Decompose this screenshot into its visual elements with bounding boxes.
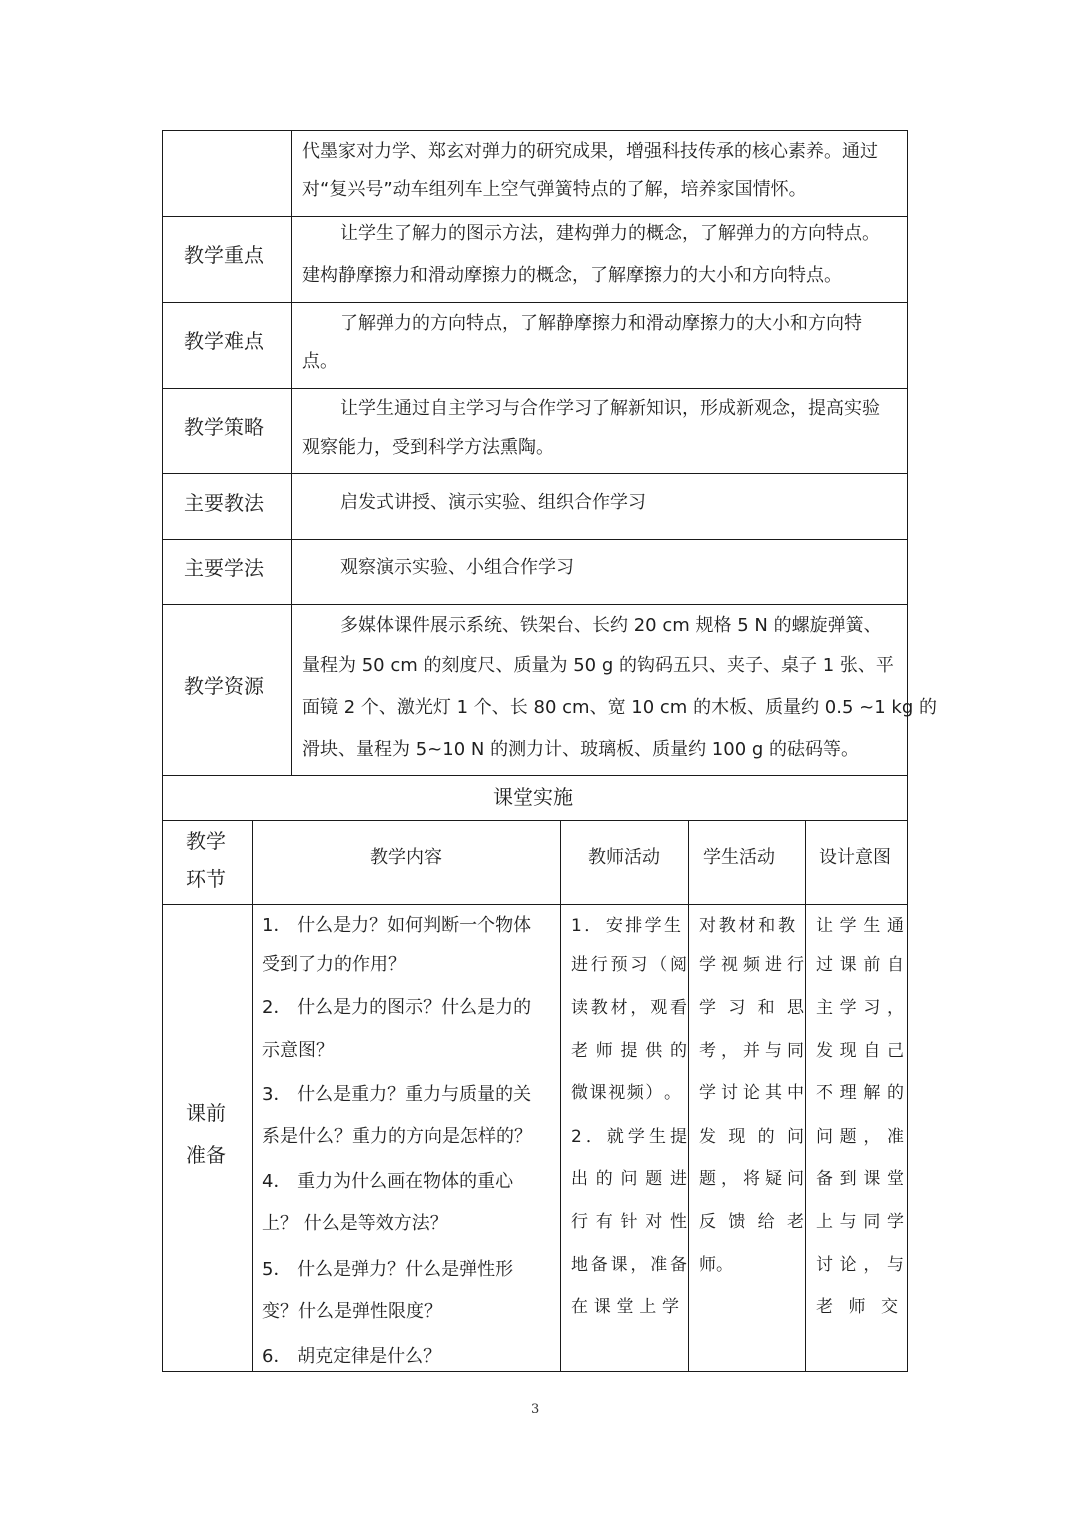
- teacher-activity-line: 1 ． 安 排 学 生: [571, 916, 681, 936]
- content-line: 1． 什么是力？如何判断一个物体: [262, 915, 532, 936]
- resources-text-line: 多媒体课件展示系统、铁架台、长约 20 cm 规格 5 N 的螺旋弹簧、: [340, 615, 882, 636]
- objective-text-line: 代墨家对力学、郑玄对弹力的研究成果，增强科技传承的核心素养。通过: [302, 141, 878, 162]
- label-teaching-methods: 主要教法: [184, 491, 264, 515]
- label-resources: 教学资源: [184, 674, 264, 698]
- key-points-text-line: 建构静摩擦力和滑动摩擦力的概念，了解摩擦力的大小和方向特点。: [302, 265, 842, 286]
- strategy-text-line: 观察能力，受到科学方法熏陶。: [302, 437, 554, 458]
- content-line: 5． 什么是弹力？什么是弹性形: [262, 1259, 514, 1280]
- objective-text-line: 对“复兴号”动车组列车上空气弹簧特点的了解，培养家国情怀。: [302, 179, 807, 200]
- header-design-intent: 设计意图: [819, 847, 891, 868]
- table-border-right: [907, 130, 908, 1372]
- table-border-bottom: [162, 1371, 908, 1372]
- teacher-activity-line: 读 教 材 ， 观 看: [571, 998, 687, 1018]
- student-activity-line: 发 现 的 问: [699, 1127, 804, 1147]
- column-divider: [805, 820, 806, 1372]
- teacher-activity-line: 微 课 视 频 ） 。: [571, 1083, 681, 1103]
- teacher-activity-line: 老 师 提 供 的: [571, 1041, 687, 1061]
- key-points-text-line: 让学生了解力的图示方法，建构弹力的概念，了解弹力的方向特点。: [340, 223, 880, 244]
- resources-text-line: 量程为 50 cm 的刻度尺、质量为 50 g 的钩码五只、夹子、桌子 1 张、平: [302, 655, 894, 676]
- design-intent-line: 发 现 自 己: [816, 1041, 904, 1061]
- design-intent-line: 过 课 前 自: [816, 955, 904, 975]
- design-intent-line: 让 学 生 通: [816, 916, 904, 936]
- student-activity-line: 学 讨 论 其 中: [699, 1083, 804, 1103]
- header-student-activity: 学生活动: [703, 847, 775, 868]
- design-intent-line: 备 到 课 堂: [816, 1169, 904, 1189]
- section-title: 课堂实施: [493, 785, 573, 809]
- row-divider: [162, 820, 908, 821]
- stage-label-line2: 准备: [186, 1143, 226, 1167]
- learning-methods-text: 观察演示实验、小组合作学习: [340, 557, 574, 578]
- student-activity-line: 考 ， 并 与 同: [699, 1041, 804, 1061]
- content-line: 2． 什么是力的图示？什么是力的: [262, 997, 532, 1018]
- column-divider: [688, 820, 689, 1372]
- content-line: 系是什么？重力的方向是怎样的？: [262, 1126, 532, 1147]
- row-divider: [162, 904, 908, 905]
- row-divider: [162, 216, 908, 217]
- student-activity-line: 学 视 频 进 行: [699, 955, 804, 975]
- content-line: 4． 重力为什么画在物体的重心: [262, 1171, 514, 1192]
- row-divider: [162, 473, 908, 474]
- content-line: 受到了力的作用？: [262, 954, 406, 975]
- teacher-activity-line: 行 有 针 对 性: [571, 1212, 687, 1232]
- table-border-top: [162, 130, 908, 131]
- teacher-activity-line: 地 备 课 ， 准 备: [571, 1255, 687, 1275]
- label-key-points: 教学重点: [184, 243, 264, 267]
- content-line: 上？ 什么是等效方法？: [262, 1213, 448, 1234]
- design-intent-line: 老 师 交: [816, 1297, 898, 1317]
- teacher-activity-line: 出 的 问 题 进: [571, 1169, 687, 1189]
- student-activity-line: 学 习 和 思: [699, 998, 804, 1018]
- row-divider: [162, 539, 908, 540]
- table-border-left: [162, 130, 163, 1372]
- teacher-activity-line: 进 行 预 习 （ 阅: [571, 955, 687, 975]
- content-line: 6． 胡克定律是什么？: [262, 1346, 442, 1367]
- resources-text-line: 滑块、量程为 5~10 N 的测力计、玻璃板、质量约 100 g 的砝码等。: [302, 739, 860, 760]
- page-number: 3: [531, 1402, 540, 1417]
- stage-label-line1: 课前: [186, 1101, 226, 1125]
- strategy-text-line: 让学生通过自主学习与合作学习了解新知识，形成新观念，提高实验: [340, 398, 880, 419]
- header-stage-line1: 教学: [186, 829, 226, 853]
- student-activity-line: 对 教 材 和 教: [699, 916, 795, 936]
- header-content: 教学内容: [370, 847, 442, 868]
- label-strategy: 教学策略: [184, 415, 264, 439]
- student-activity-line: 题 ， 将 疑 问: [699, 1169, 804, 1189]
- teacher-activity-line: 在 课 堂 上 学: [571, 1297, 679, 1317]
- content-line: 变？什么是弹性限度？: [262, 1301, 442, 1322]
- student-activity-line: 师。: [699, 1255, 733, 1275]
- design-intent-line: 讨 论 ， 与: [816, 1255, 904, 1275]
- design-intent-line: 上 与 同 学: [816, 1212, 904, 1232]
- difficulties-text-line: 点。: [302, 351, 338, 372]
- teacher-activity-line: 2 ． 就 学 生 提: [571, 1127, 687, 1147]
- design-intent-line: 主 学 习 ，: [816, 998, 904, 1018]
- row-divider: [162, 604, 908, 605]
- header-teacher-activity: 教师活动: [588, 847, 660, 868]
- student-activity-line: 反 馈 给 老: [699, 1212, 804, 1232]
- header-stage-line2: 环节: [186, 867, 226, 891]
- column-divider: [560, 820, 561, 1372]
- difficulties-text-line: 了解弹力的方向特点，了解静摩擦力和滑动摩擦力的大小和方向特: [340, 313, 862, 334]
- column-divider: [252, 820, 253, 1372]
- teaching-methods-text: 启发式讲授、演示实验、组织合作学习: [340, 492, 646, 513]
- row-divider: [162, 388, 908, 389]
- design-intent-line: 不 理 解 的: [816, 1083, 904, 1103]
- column-divider: [291, 130, 292, 775]
- resources-text-line: 面镜 2 个、激光灯 1 个、长 80 cm、宽 10 cm 的木板、质量约 0.5 ~1 kg 的: [302, 697, 937, 718]
- content-line: 示意图？: [262, 1040, 334, 1061]
- row-divider: [162, 302, 908, 303]
- label-learning-methods: 主要学法: [184, 556, 264, 580]
- content-line: 3． 什么是重力？重力与质量的关: [262, 1084, 532, 1105]
- label-difficulties: 教学难点: [184, 329, 264, 353]
- design-intent-line: 问 题 ， 准: [816, 1127, 904, 1147]
- row-divider: [162, 775, 908, 776]
